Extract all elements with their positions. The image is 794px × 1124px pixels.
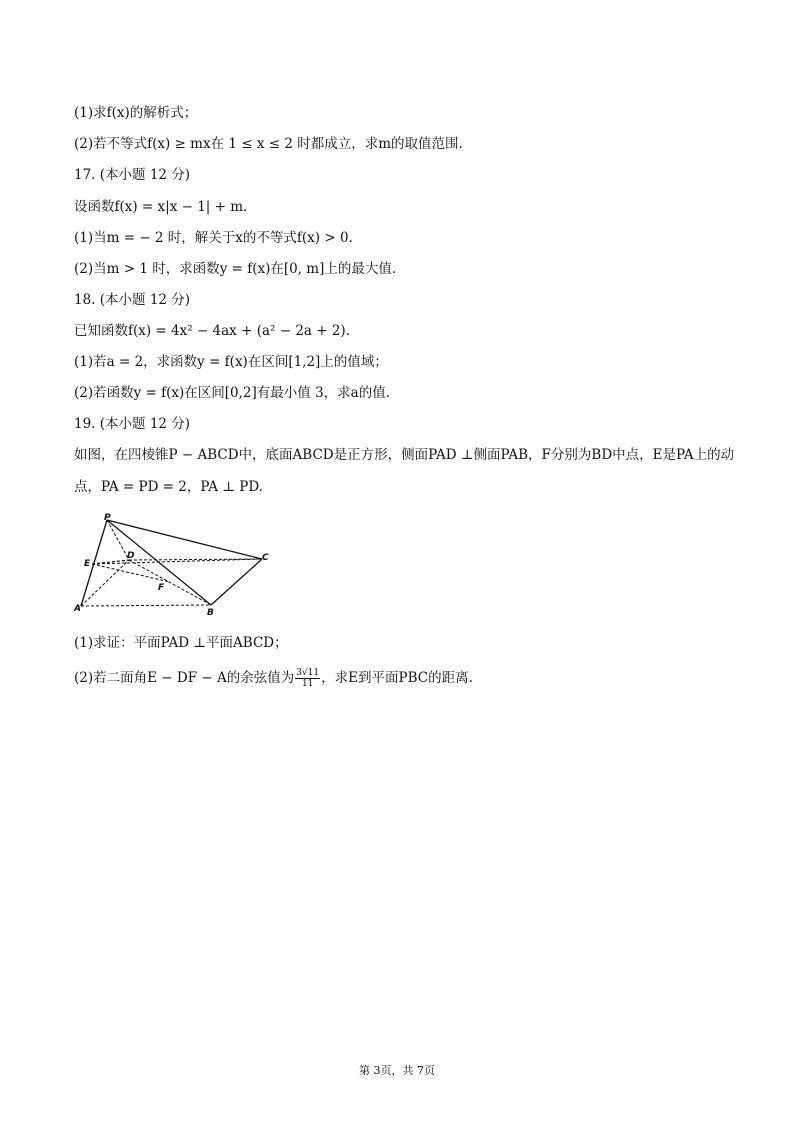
edge-ab-hidden [81,605,211,606]
q18-part2: (2)若函数y = f(x)在区间[0,2]有最小值 3，求a的值. [74,385,391,401]
label-e: E [84,559,91,569]
edge-db-hidden [129,560,211,605]
pyramid-figure [74,512,274,617]
cosine-fraction [295,668,320,689]
q18-stem: 已知函数f(x) = 4x² − 4ax + (a² − 2a + 2). [74,323,350,339]
q19-heading: 19. (本小题 12 分) [74,416,191,432]
label-d: D [127,551,135,561]
q17-stem: 设函数f(x) = x|x − 1| + m. [74,199,248,215]
q19-part1: (1)求证：平面PAD ⊥平面ABCD； [74,635,288,651]
q16-part1: (1)求f(x)的解析式； [74,105,198,121]
fraction-numerator: 3√11 [296,668,320,678]
edge-ef-hidden [92,564,170,582]
q17-heading: 17. (本小题 12 分) [74,167,191,183]
q19-part2-prefix: (2)若二面角E − DF − A的余弦值为 [74,670,295,686]
label-p: P [104,513,111,523]
edge-bc [211,559,262,605]
page-footer: 第 3页，共 7页 [359,1064,435,1077]
q17-part2: (2)当m > 1 时，求函数y = f(x)在[0, m]上的最大值. [74,261,397,277]
label-b: B [207,608,214,617]
q17-part1: (1)当m = − 2 时，解关于x的不等式f(x) > 0. [74,230,353,246]
q18-part1: (1)若a = 2，求函数y = f(x)在区间[1,2]上的值域； [74,354,388,370]
q19-stem-line1: 如图，在四棱锥P − ABCD中，底面ABCD是正方形，侧面PAD ⊥侧面PAB，F分别为BD中点，E是PA上的动 [74,447,735,463]
label-a: A [74,604,81,614]
q16-part2: (2)若不等式f(x) ≥ mx在 1 ≤ x ≤ 2 时都成立，求m的取值范围. [74,136,463,152]
label-c: C [262,553,269,563]
q19-part2-suffix: ，求E到平面PBC的距离. [321,670,473,686]
q18-heading: 18. (本小题 12 分) [74,292,191,308]
fraction-denominator: 11 [301,679,314,689]
label-f: F [158,583,165,593]
q19-part2 [74,668,473,689]
edge-pd-hidden [107,520,129,560]
q19-stem-line2: 点，PA = PD = 2，PA ⊥ PD. [74,479,263,495]
